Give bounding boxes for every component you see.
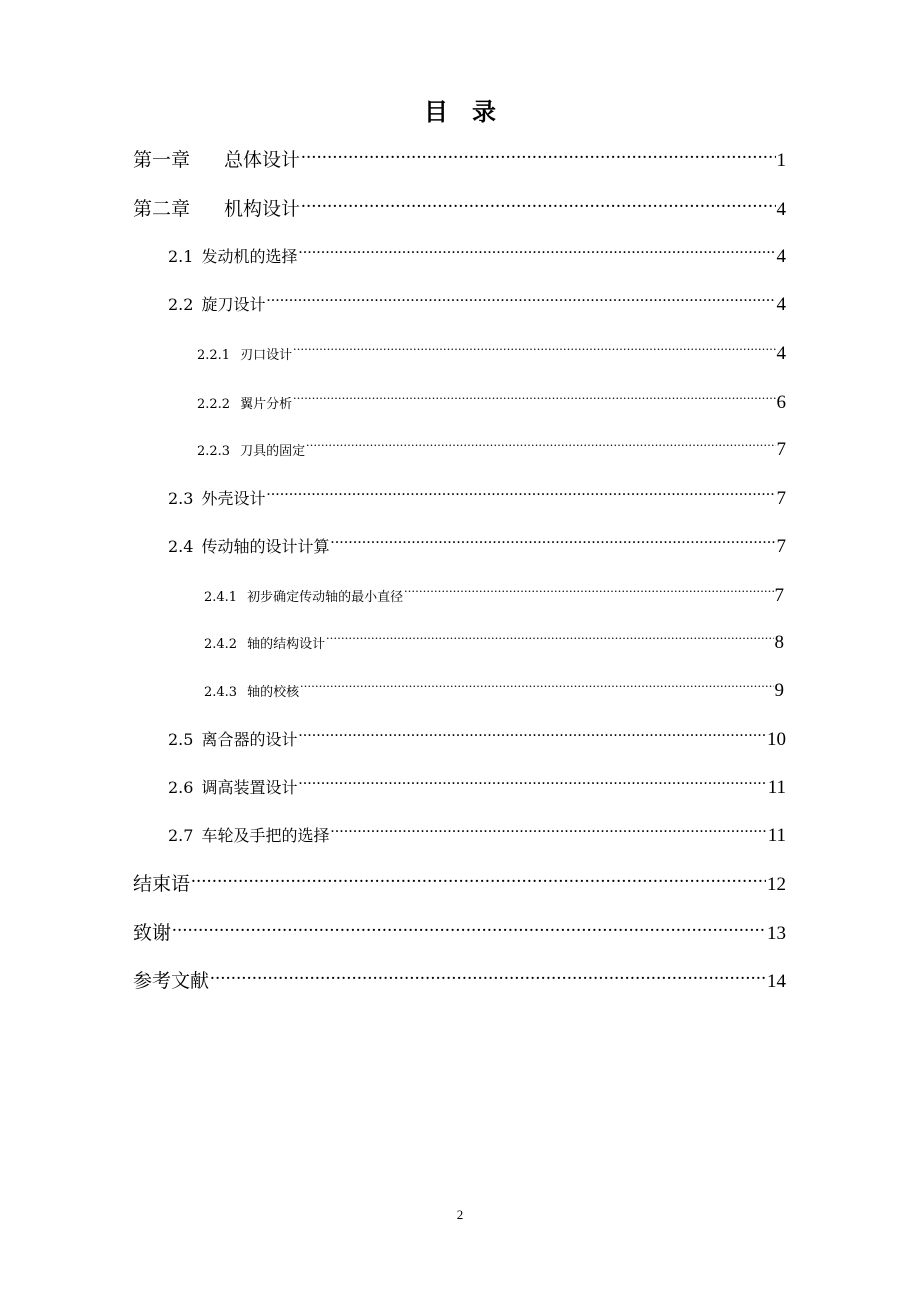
toc-entry-page: 7 [776, 488, 786, 509]
toc-entry-label [168, 725, 297, 755]
toc-entry-number: 2.6 [168, 778, 194, 797]
toc-entry-label [168, 821, 329, 851]
toc-entry-page: 10 [767, 729, 786, 750]
toc-entry-2-3[interactable] [168, 484, 786, 514]
toc-entry-2-4-1[interactable] [204, 581, 784, 611]
toc-entry-page: 13 [767, 923, 786, 944]
toc-entry-2-2-1[interactable] [197, 339, 786, 369]
toc-entry-page: 11 [767, 777, 786, 798]
toc-entry-2-7[interactable] [168, 821, 786, 851]
toc-entry-page: 1 [776, 150, 786, 171]
toc-entry-acknowledgements[interactable] [133, 918, 786, 948]
toc-entry-page: 8 [774, 632, 784, 653]
toc-entry-label [197, 390, 292, 420]
toc-entry-number: 2.5 [168, 730, 194, 749]
toc-entry-text: 刃口设计 [240, 348, 293, 363]
dot-leader [172, 920, 766, 939]
toc-entry-2-2-2[interactable] [197, 388, 786, 418]
toc-entry-page: 4 [776, 199, 786, 220]
toc-entry-2-4-2[interactable] [204, 628, 784, 658]
toc-entry-label [197, 437, 305, 467]
toc-entry-text: 刀具的固定 [240, 444, 306, 459]
dot-leader [298, 729, 766, 745]
toc-entry-label [168, 773, 297, 803]
toc-entry-number: 2.2 [168, 295, 194, 314]
toc-entry-page: 14 [767, 971, 786, 992]
toc-entry-label [204, 678, 299, 708]
dot-leader [306, 442, 775, 455]
toc-entry-2-6[interactable] [168, 773, 786, 803]
toc-entry-label [204, 583, 403, 613]
dot-leader [326, 635, 773, 648]
toc-entry-text: 旋刀设计 [201, 295, 266, 314]
toc-entry-label [204, 630, 325, 660]
toc-entry-2-4-3[interactable] [204, 676, 784, 706]
toc-entry-number: 第二章 [133, 198, 191, 220]
toc-entry-text: 参考文献 [133, 970, 210, 992]
dot-leader [293, 395, 775, 408]
toc-entry-text: 离合器的设计 [201, 730, 298, 749]
toc-entry-number: 2.4.3 [204, 685, 238, 700]
toc-entry-2-5[interactable] [168, 725, 786, 755]
toc-entry-label [168, 532, 329, 562]
dot-leader [301, 196, 775, 215]
toc-entry-number: 2.7 [168, 826, 194, 845]
toc-entry-page: 4 [776, 343, 786, 364]
toc-entry-2-2-3[interactable] [197, 435, 786, 465]
toc-entry-2-1[interactable] [168, 242, 786, 272]
toc-entry-page: 11 [767, 825, 786, 846]
toc-entry-text: 传动轴的设计计算 [201, 537, 330, 556]
toc-entry-text: 致谢 [133, 922, 172, 944]
toc-entry-references[interactable] [133, 966, 786, 996]
page-number: 2 [456, 1207, 464, 1222]
toc-entry-text: 结束语 [133, 873, 191, 895]
toc-entry-text: 轴的结构设计 [247, 637, 326, 652]
toc-entry-label [133, 194, 300, 224]
toc-entry-number: 2.2.3 [197, 444, 231, 459]
toc-entry-page: 4 [776, 294, 786, 315]
toc-entry-label [168, 242, 297, 272]
dot-leader [330, 825, 766, 841]
dot-leader [210, 968, 766, 987]
toc-entry-text: 调高装置设计 [201, 778, 298, 797]
toc-entry-page: 9 [774, 680, 784, 701]
toc-entry-2-2[interactable] [168, 290, 786, 320]
toc-entry-chapter-2[interactable] [133, 194, 786, 224]
toc-entry-number: 2.1 [168, 247, 194, 266]
toc-entry-number: 2.3 [168, 489, 194, 508]
toc-entry-text: 车轮及手把的选择 [201, 826, 330, 845]
dot-leader [298, 777, 766, 793]
toc-entry-page: 6 [776, 392, 786, 413]
dot-leader [293, 346, 775, 359]
toc-entry-page: 7 [776, 536, 786, 557]
dot-leader [404, 588, 773, 601]
toc-entry-number: 第一章 [133, 149, 191, 171]
toc-entry-text: 轴的校核 [247, 685, 300, 700]
toc-entry-number: 2.2.1 [197, 348, 231, 363]
toc-entry-2-4[interactable] [168, 532, 786, 562]
toc-entry-number: 2.4.2 [204, 637, 238, 652]
dot-leader [330, 536, 775, 552]
toc-entry-label [168, 290, 265, 320]
toc-entry-text: 机构设计 [224, 198, 301, 220]
toc-entry-chapter-1[interactable] [133, 145, 786, 175]
toc-entry-page: 7 [774, 585, 784, 606]
toc-entry-page: 7 [776, 439, 786, 460]
toc-entry-number: 2.4 [168, 537, 194, 556]
dot-leader [266, 488, 775, 504]
dot-leader [301, 147, 775, 166]
toc-entry-label [197, 341, 292, 371]
toc-entry-label [168, 484, 265, 514]
dot-leader [298, 246, 775, 262]
toc-entry-text: 外壳设计 [201, 489, 266, 508]
toc-title: 目录 [424, 97, 520, 126]
toc-entry-text: 总体设计 [224, 149, 301, 171]
dot-leader [191, 871, 766, 890]
toc-entry-page: 12 [767, 874, 786, 895]
toc-entry-page: 4 [776, 246, 786, 267]
toc-entry-number: 2.2.2 [197, 397, 231, 412]
toc-entry-text: 初步确定传动轴的最小直径 [247, 590, 404, 605]
toc-entry-text: 发动机的选择 [201, 247, 298, 266]
dot-leader [266, 294, 775, 310]
toc-entry-label [133, 145, 300, 175]
toc-entry-conclusion[interactable] [133, 869, 786, 899]
dot-leader [300, 683, 773, 696]
toc-entry-number: 2.4.1 [204, 590, 238, 605]
toc-entry-text: 翼片分析 [240, 397, 293, 412]
